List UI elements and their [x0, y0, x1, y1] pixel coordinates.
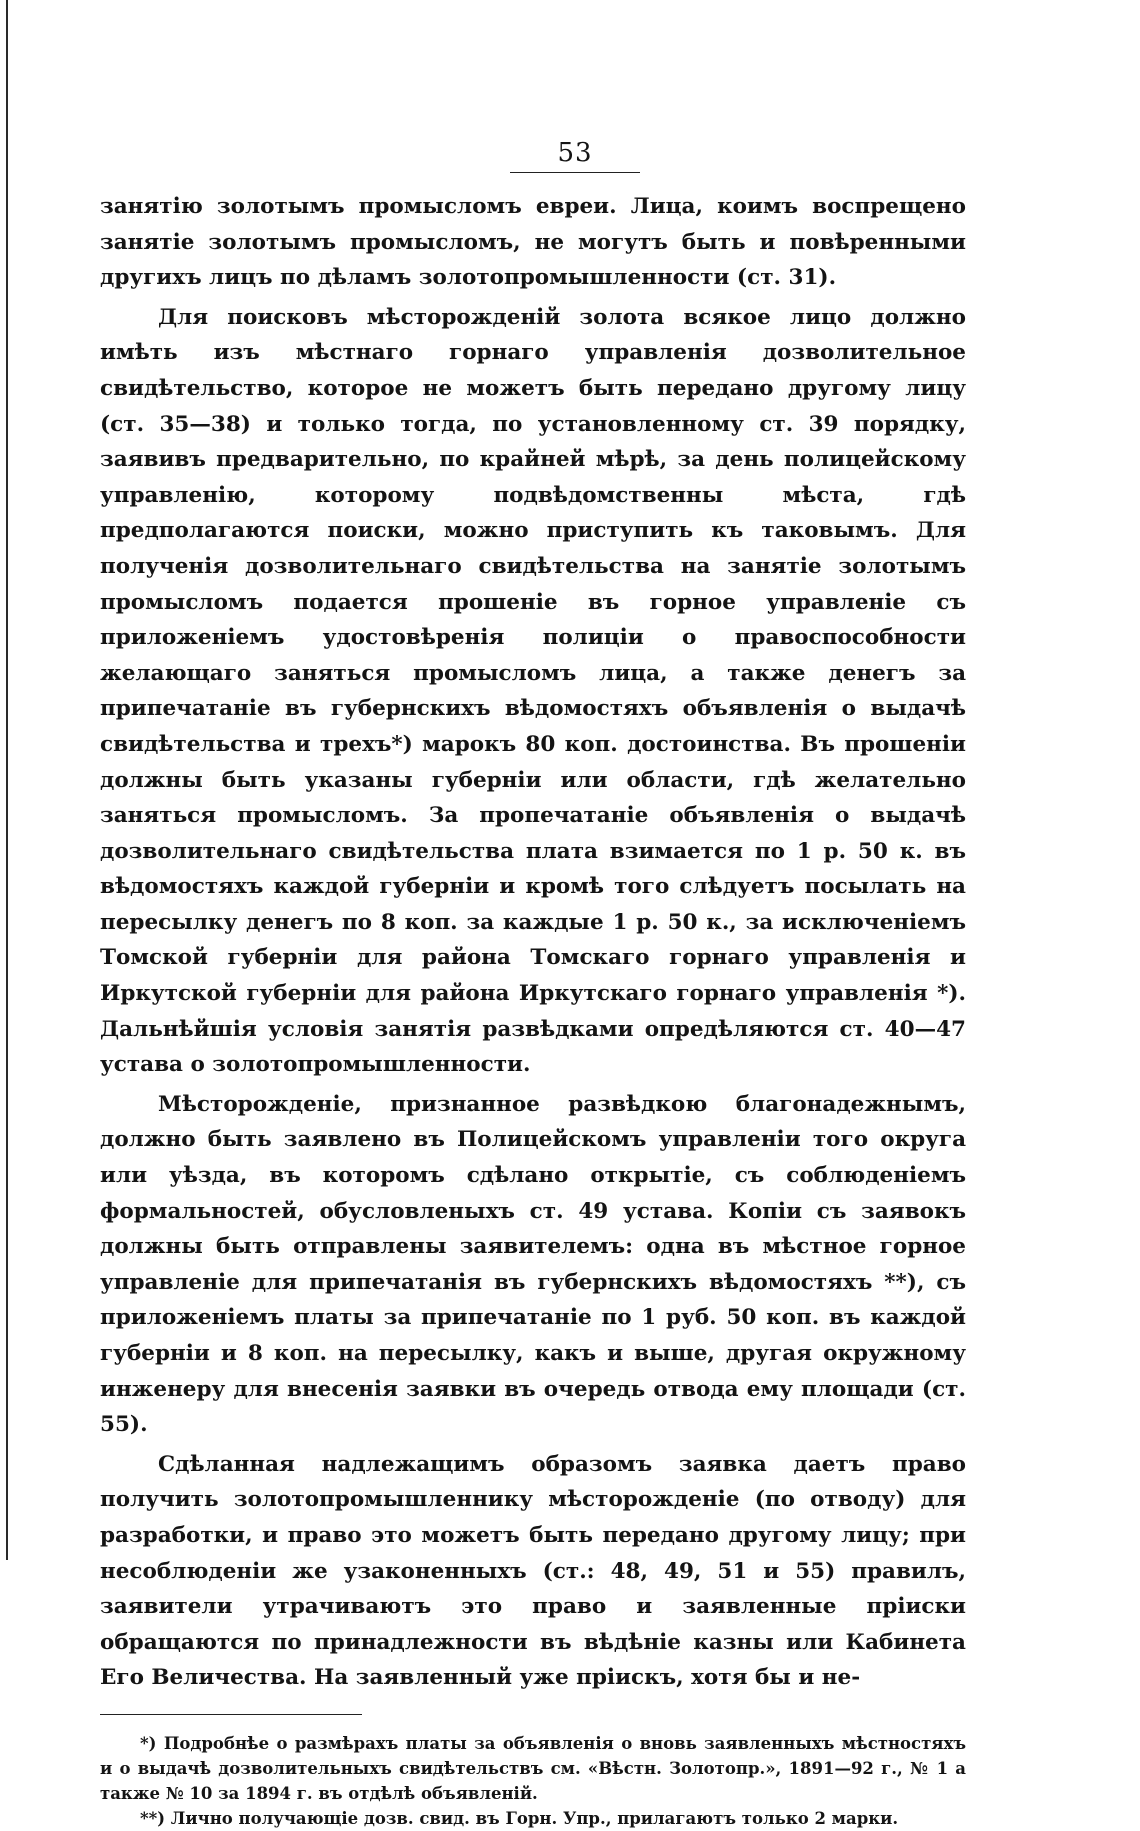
footnote-1: *) Подробнѣе о размѣрахъ платы за объявленія о вновь заявленныхъ мѣстностяхъ и о выдачѣ дозволительныхъ свидѣтельствъ см. «Вѣстн. Золотопр.», 1891—92 г., № 1 а также № 10 за 1894 г. въ отдѣлѣ объявленій. — [100, 1733, 966, 1803]
footnote-2: **) Лично получающіе дозв. свид. въ Горн. Упр., прилагаютъ только 2 марки. — [140, 1808, 899, 1828]
paragraph-prospecting: Для поисковъ мѣсторожденій золота всякое лицо должно имѣть изъ мѣстнаго горнаго управленія дозволительное свидѣтельство, которое не можетъ быть передано другому лицу (ст. 35—38) и только тогда, по установленному ст. 39 порядку, заявивъ предварительно, по крайней мѣрѣ, за день полицейскому управленію, которому подвѣдомственны мѣста, гдѣ предполагаются поиски, можно приступить къ таковымъ. Для полученія дозволительнаго свидѣтельства на занятіе золотымъ промысломъ подается прошеніе въ горное управленіе съ приложеніемъ удостовѣренія полиціи о правоспособности желающаго заняться промысломъ лица, а также денегъ за припечатаніе въ губернскихъ вѣдомостяхъ объявленія о выдачѣ свидѣтельства и трехъ*) марокъ 80 коп. достоинства. Въ прошеніи должны быть указаны губерніи или области, гдѣ желательно заняться промысломъ. За пропечатаніе объявленія о выдачѣ дозволительнаго свидѣтельства плата взимается по 1 р. 50 к. въ вѣдомостяхъ каждой губерніи и кромѣ того слѣдуетъ посылать на пересылку денегъ по 8 коп. за каждые 1 р. 50 к., за исключеніемъ Томской губерніи для района Томскаго горнаго управленія и Иркутской губерніи для района Иркутскаго горнаго управленія *). Дальнѣйшія условія занятія развѣдками опредѣляются ст. 40—47 устава о золотопромышленности. — [100, 304, 966, 1078]
main-text — [100, 189, 966, 1696]
page-number: 53 — [510, 138, 640, 173]
paragraph-continuation: занятію золотымъ промысломъ евреи. Лица, коимъ воспрещено занятіе золотымъ промысломъ, не могутъ быть и повѣренными другихъ лицъ по дѣламъ золотопромышленности (ст. 31). — [100, 194, 966, 291]
binding-edge-line — [6, 0, 8, 1560]
footnote-separator — [100, 1714, 362, 1715]
paragraph-deposit-claim: Мѣсторожденіе, признанное развѣдкою благонадежнымъ, должно быть заявлено въ Полицейскомъ управленіи того округа или уѣзда, въ которомъ сдѣлано открытіе, съ соблюденіемъ формальностей, обусловленыхъ ст. 49 устава. Копіи съ заявокъ должны быть отправлены заявителемъ: одна въ мѣстное горное управленіе для припечатанія въ губернскихъ вѣдомостяхъ **), съ приложеніемъ платы за припечатаніе по 1 руб. 50 коп. въ каждой губерніи и 8 коп. на пересылку, какъ и выше, другая окружному инженеру для внесенія заявки въ очередь отвода ему площади (ст. 55). — [100, 1091, 966, 1438]
book-page — [100, 138, 966, 1831]
footnotes — [100, 1731, 966, 1831]
paragraph-claim-rights: Сдѣланная надлежащимъ образомъ заявка даетъ право получить золотопромышленнику мѣсторожденіе (по отводу) для разработки, и право это можетъ быть передано другому лицу; при несоблюденіи же узаконенныхъ (ст.: 48, 49, 51 и 55) правилъ, заявители утрачиваютъ это право и заявленные пріиски обращаются по принадлежности въ вѣдѣніе казны или Кабинета Его Величества. На заявленный уже пріискъ, хотя бы и не- — [100, 1451, 966, 1691]
